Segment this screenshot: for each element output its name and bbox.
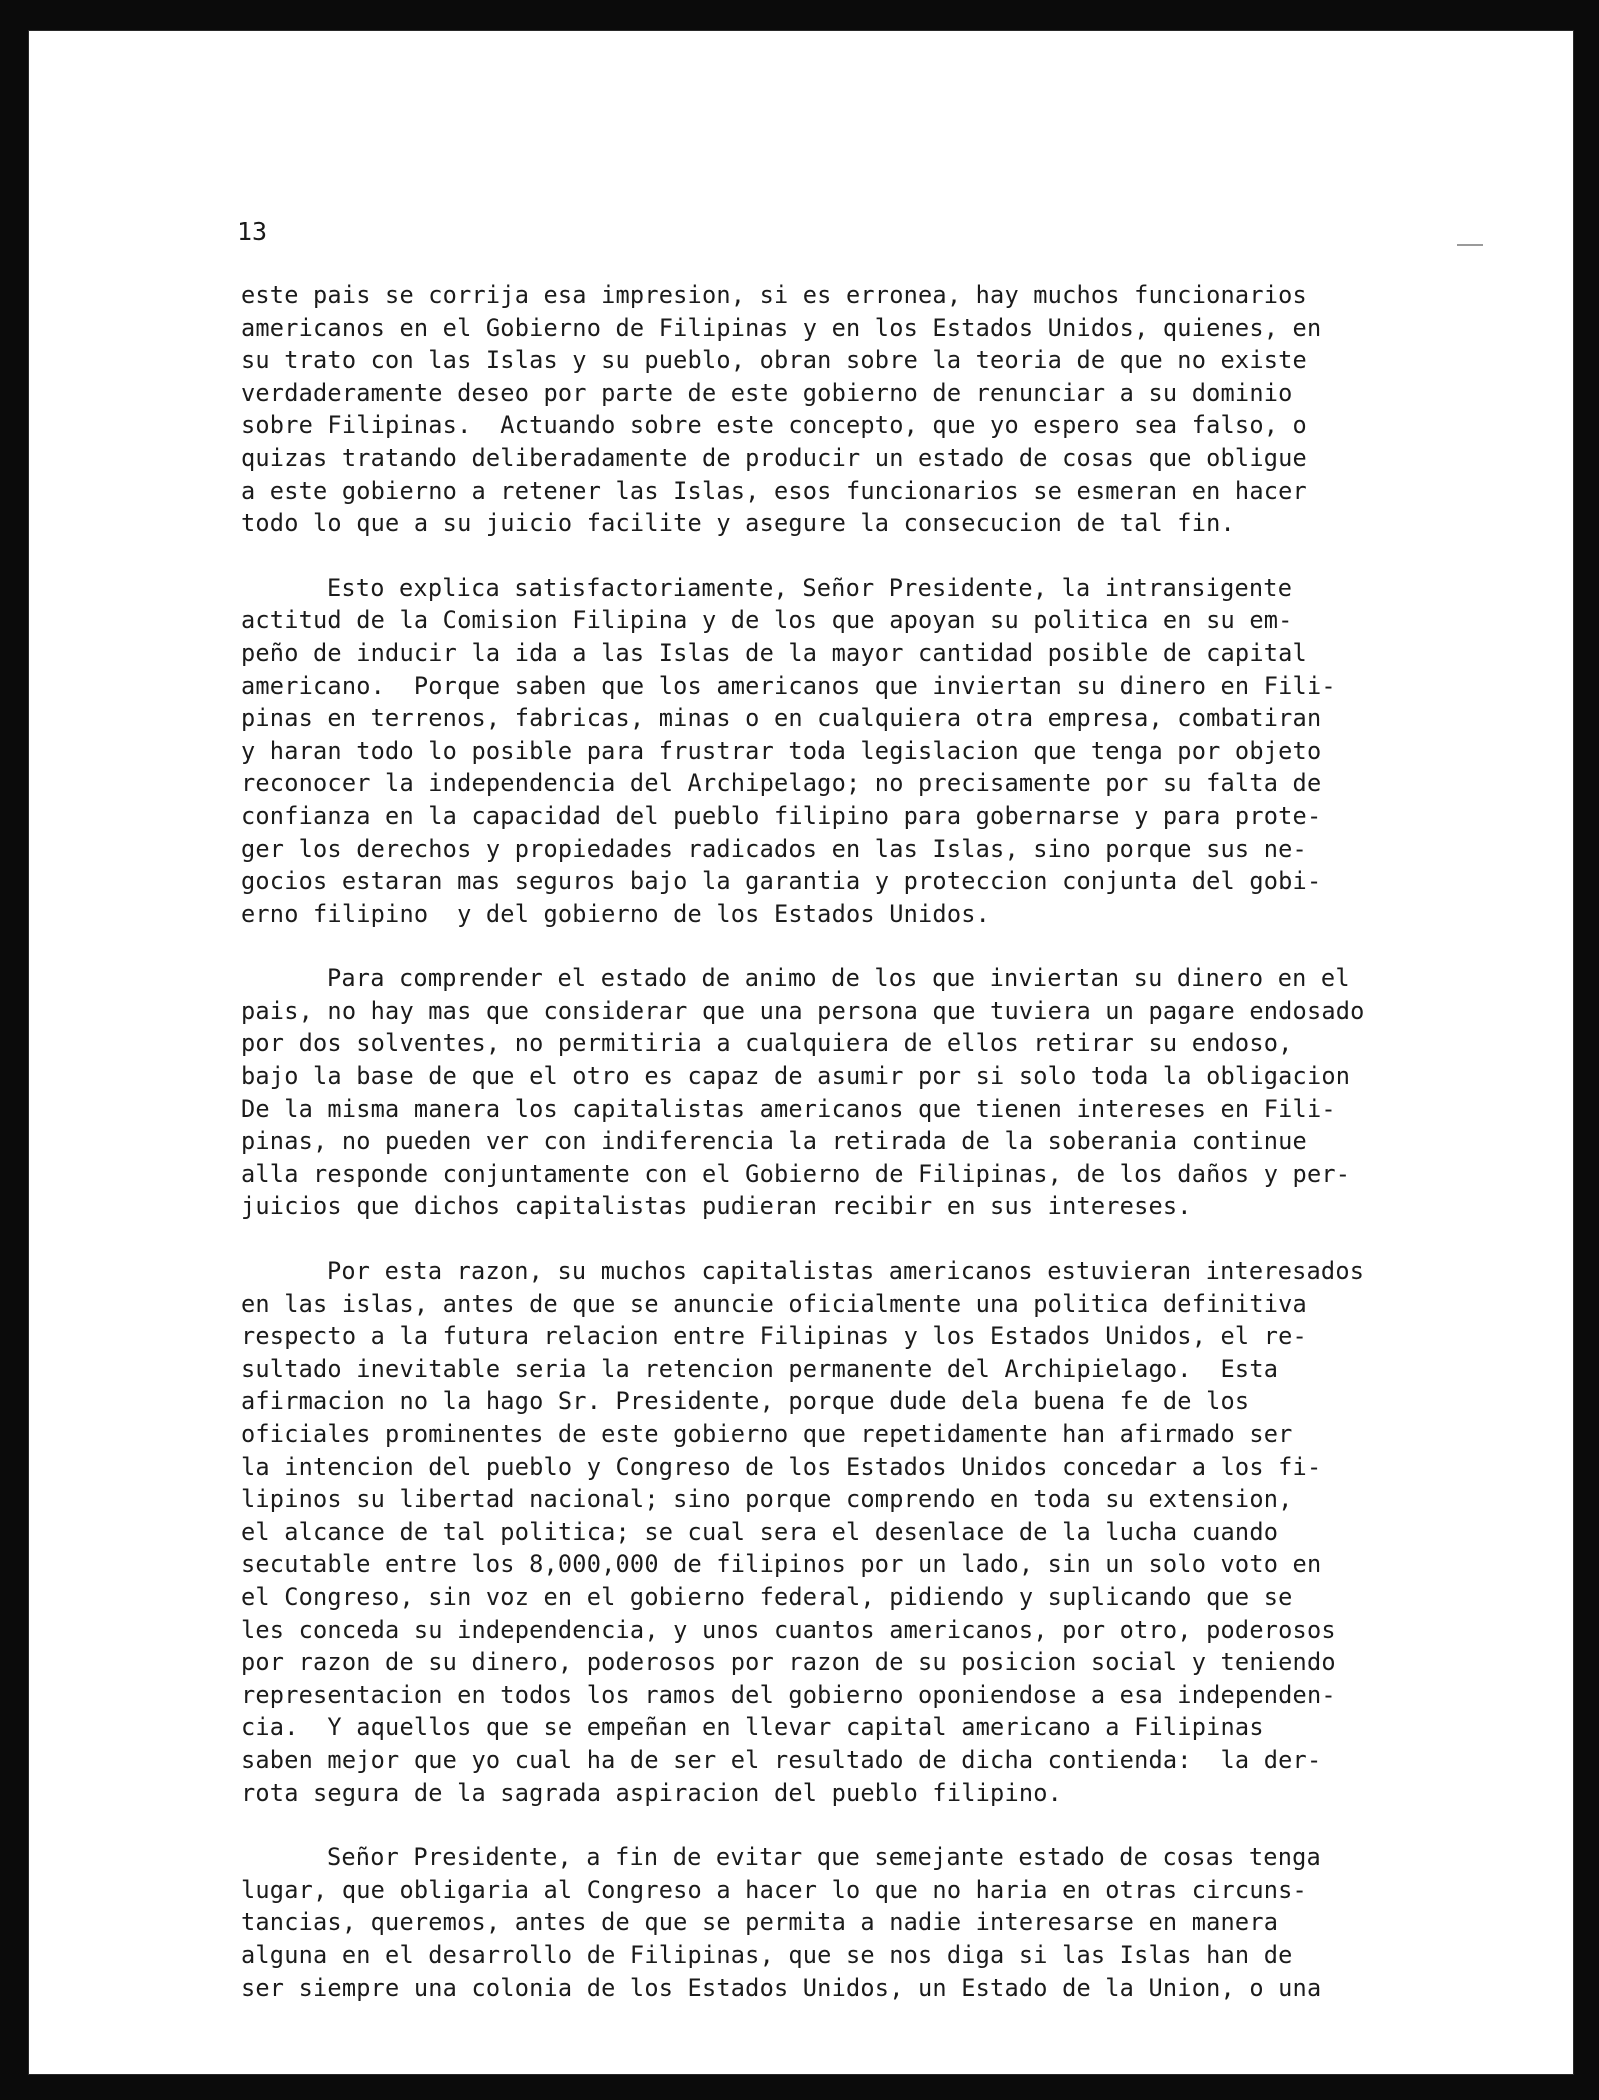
text-line: este pais se corrija esa impresion, si es erronea, hay muchos funcionarios [241,281,1307,309]
text-line: verdaderamente deseo por parte de este gobierno de renunciar a su dominio [241,378,1293,407]
text-line: juicios que dichos capitalistas pudieran recibir en sus intereses. [241,1192,1192,1221]
paragraph-5 [241,1841,1481,2004]
text-line: erno filipino y del gobierno de los Estados Unidos. [241,899,991,928]
document-page [28,30,1574,2075]
text-line: Para comprender el estado de animo de los que inviertan su dinero en el [327,964,1350,993]
text-line: ger los derechos y propiedades radicados en las Islas, sino porque sus ne- [241,834,1307,863]
paragraph-4 [241,1255,1481,1809]
text-line: lugar, que obligaria al Congreso a hacer lo que no haria en otras circuns- [241,1875,1307,1904]
stray-pen-mark [1457,244,1483,246]
page-number: 13 [237,217,268,246]
text-line: su trato con las Islas y su pueblo, obran sobre la teoria de que no existe [241,346,1307,375]
text-line: el Congreso, sin voz en el gobierno federal, pidiendo y suplicando que se [241,1582,1293,1611]
paragraph-1 [241,279,1481,540]
text-line: por razon de su dinero, poderosos por razon de su posicion social y teniendo [241,1648,1336,1677]
text-line: en las islas, antes de que se anuncie oficialmente una politica definitiva [241,1289,1307,1318]
text-line: afirmacion no la hago Sr. Presidente, porque dude dela buena fe de los [241,1387,1250,1416]
text-line: americano. Porque saben que los americanos que inviertan su dinero en Fili- [241,671,1336,700]
text-line: pinas, no pueden ver con indiferencia la retirada de la soberania continue [241,1127,1307,1156]
text-line: a este gobierno a retener las Islas, esos funcionarios se esmeran en hacer [241,476,1307,505]
text-line: peño de inducir la ida a las Islas de la mayor cantidad posible de capital [241,638,1307,667]
text-line: sultado inevitable seria la retencion permanente del Archipielago. Esta [241,1354,1279,1383]
text-line: rota segura de la sagrada aspiracion del pueblo filipino. [241,1778,1063,1807]
text-line: saben mejor que yo cual ha de ser el resultado de dicha contienda: la der- [241,1745,1322,1774]
text-line: oficiales prominentes de este gobierno que repetidamente han afirmado ser [241,1420,1293,1448]
text-line: y haran todo lo posible para frustrar toda legislacion que tenga por objeto [241,736,1322,765]
text-line: pinas en terrenos, fabricas, minas o en cualquiera otra empresa, combatiran [241,704,1322,733]
text-line: cia. Y aquellos que se empeñan en llevar capital americano a Filipinas [241,1713,1264,1742]
text-line: De la misma manera los capitalistas americanos que tienen intereses en Fili- [241,1094,1336,1123]
letter-body [241,279,1481,2004]
text-line: el alcance de tal politica; se cual sera el desenlace de la lucha cuando [241,1517,1279,1546]
paragraph-3 [241,962,1481,1223]
text-line: Por esta razon, su muchos capitalistas americanos estuvieran interesados [327,1257,1365,1286]
text-line: tancias, queremos, antes de que se permita a nadie interesarse en manera [241,1908,1279,1937]
paragraph-2 [241,572,1481,931]
text-line: les conceda su independencia, y unos cuantos americanos, por otro, poderosos [241,1615,1336,1644]
text-line: Esto explica satisfactoriamente, Señor Presidente, la intransigente [327,573,1293,602]
text-line: la intencion del pueblo y Congreso de los Estados Unidos concedar a los fi- [241,1452,1322,1481]
text-line: pais, no hay mas que considerar que una persona que tuviera un pagare endosado [241,996,1365,1025]
text-line: americanos en el Gobierno de Filipinas y en los Estados Unidos, quienes, en [241,313,1322,342]
text-line: secutable entre los 8,000,000 de filipinos por un lado, sin un solo voto en [241,1550,1322,1579]
text-line: lipinos su libertad nacional; sino porque comprendo en toda su extension, [241,1485,1293,1514]
text-line: por dos solventes, no permitiria a cualquiera de ellos retirar su endoso, [241,1029,1293,1058]
text-line: sobre Filipinas. Actuando sobre este concepto, que yo espero sea falso, o [241,411,1307,440]
text-line: bajo la base de que el otro es capaz de asumir por si solo toda la obligacion [241,1062,1351,1091]
text-line: todo lo que a su juicio facilite y asegure la consecucion de tal fin. [241,509,1235,538]
text-line: ser siempre una colonia de los Estados Unidos, un Estado de la Union, o una [241,1973,1322,2002]
text-line: representacion en todos los ramos del gobierno oponiendose a esa independen- [241,1680,1336,1709]
text-line: respecto a la futura relacion entre Filipinas y los Estados Unidos, el re- [241,1322,1307,1351]
text-line: actitud de la Comision Filipina y de los que apoyan su politica en su em- [241,606,1293,635]
text-line: alguna en el desarrollo de Filipinas, que se nos diga si las Islas han de [241,1940,1293,1969]
text-line: alla responde conjuntamente con el Gobierno de Filipinas, de los daños y per- [241,1159,1351,1188]
text-line: gocios estaran mas seguros bajo la garantia y proteccion conjunta del gobi- [241,867,1322,896]
text-line: Señor Presidente, a fin de evitar que semejante estado de cosas tenga [327,1843,1321,1872]
text-line: confianza en la capacidad del pueblo filipino para gobernarse y para prote- [241,801,1322,830]
text-line: reconocer la independencia del Archipelago; no precisamente por su falta de [241,769,1322,798]
text-line: quizas tratando deliberadamente de producir un estado de cosas que obligue [241,443,1307,472]
